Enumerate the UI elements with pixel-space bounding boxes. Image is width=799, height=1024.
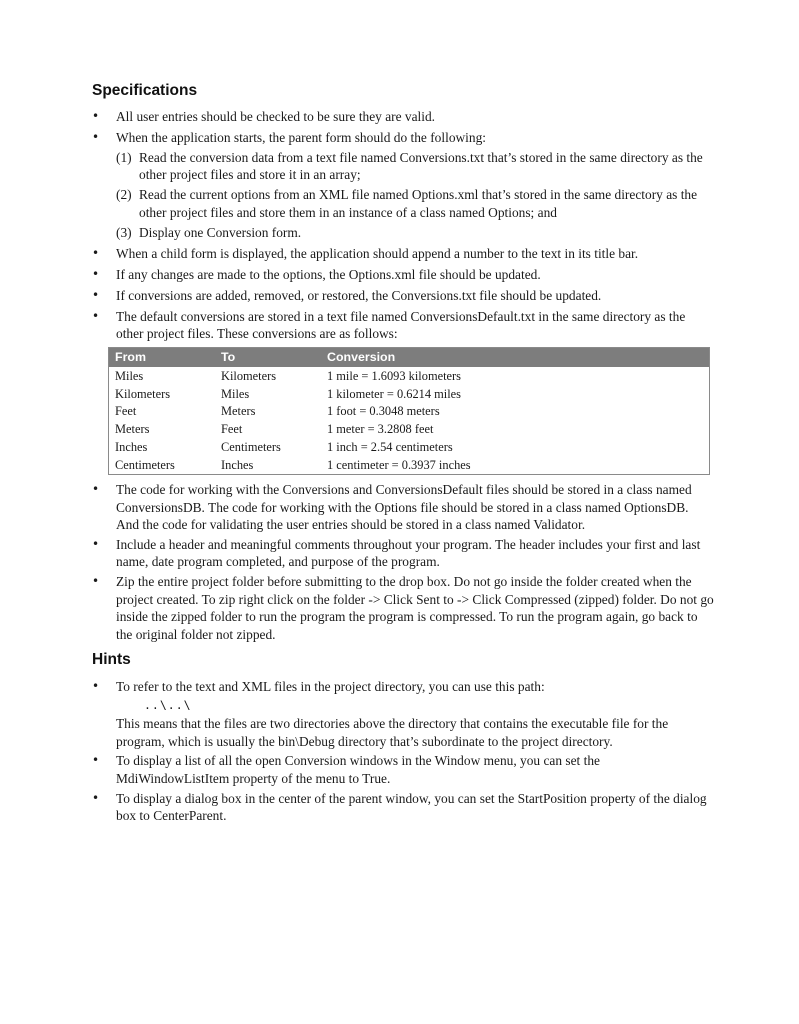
cell-from: Feet	[115, 404, 137, 419]
list-item: • All user entries should be checked to be sure they are valid.	[90, 108, 714, 126]
table-row	[109, 367, 710, 385]
cell-conversion: 1 inch = 2.54 centimeters	[327, 440, 453, 455]
list-item: • The code for working with the Conversions and ConversionsDefault files should be stored in a class named ConversionsDB. The code for working with the Options file should be stored in a class named OptionsDB. And the code for validating the user entries should be stored in a class named Validator.	[90, 481, 714, 534]
table-row	[109, 420, 710, 438]
hints-heading: Hints	[92, 651, 131, 668]
default-conversions-table	[108, 347, 710, 475]
cell-conversion: 1 kilometer = 0.6214 miles	[327, 386, 461, 401]
startup-steps-list	[116, 149, 714, 242]
cell-conversion: 1 mile = 1.6093 kilometers	[327, 368, 461, 383]
specifications-list-continued	[90, 481, 714, 645]
cell-conversion: 1 foot = 0.3048 meters	[327, 404, 440, 419]
specifications-list	[90, 108, 714, 346]
list-item-text: To refer to the text and XML files in the project directory, you can use this path:	[116, 679, 545, 694]
numbered-step	[116, 224, 714, 242]
path-code: ..\..\	[144, 697, 192, 712]
table-row	[109, 403, 710, 421]
cell-to: Meters	[221, 404, 256, 419]
cell-from: Meters	[115, 422, 150, 437]
cell-from: Centimeters	[115, 457, 175, 472]
table-row	[109, 385, 710, 403]
numbered-step	[116, 149, 714, 184]
hints-list	[90, 678, 714, 827]
list-item-text: When the application starts, the parent form should do the following:	[116, 129, 487, 145]
list-item: • If any changes are made to the options, the Options.xml file should be updated.	[90, 266, 714, 284]
column-header-conversion: Conversion	[321, 348, 710, 368]
step-number: (1)	[116, 149, 132, 165]
table-header-row	[109, 348, 710, 368]
column-header-to: To	[215, 348, 321, 368]
cell-to: Kilometers	[221, 368, 277, 383]
specifications-heading: Specifications	[92, 82, 198, 99]
step-text: Display one Conversion form.	[139, 225, 302, 241]
column-header-from: From	[109, 348, 216, 368]
cell-from: Kilometers	[115, 386, 171, 401]
list-item: • To display a dialog box in the center of the parent window, you can set the StartPosition property of the dialog box to CenterParent.	[90, 790, 714, 825]
list-item: • To display a list of all the open Conversion windows in the Window menu, you can set the MdiWindowListItem property of the menu to True.	[90, 752, 714, 787]
cell-conversion: 1 meter = 3.2808 feet	[327, 422, 434, 437]
cell-to: Centimeters	[221, 440, 281, 455]
cell-from: Inches	[115, 440, 148, 455]
list-item	[90, 129, 714, 242]
step-text: Read the conversion data from a text file named Conversions.txt that’s stored in the same directory as the other project files and store it in an array;	[139, 149, 703, 183]
cell-from: Miles	[115, 368, 144, 383]
list-item: • When a child form is displayed, the application should append a number to the text in its title bar.	[90, 245, 714, 263]
cell-conversion: 1 centimeter = 0.3937 inches	[327, 457, 471, 472]
step-text: Read the current options from an XML file named Options.xml that’s stored in the same directory as the other project files and store them in an instance of a class named Options; and	[139, 187, 698, 221]
numbered-step	[116, 186, 714, 221]
list-item-text-continued: This means that the files are two directories above the directory that contains the executable file for the program, which is usually the bin\Debug directory that’s subordinate to the project directory.	[116, 716, 669, 749]
step-number: (2)	[116, 187, 132, 203]
list-item: • Zip the entire project folder before submitting to the drop box. Do not go inside the folder created when the project created. To zip right click on the folder -> Click Sent to -> Click Compressed (zipped) folder. Do not go inside the zipped folder to run the program the program is compressed. To run the program again, go back to the original folder not zipped.	[90, 573, 714, 643]
table-row	[109, 456, 710, 474]
list-item	[90, 678, 714, 750]
step-number: (3)	[116, 225, 132, 241]
list-item: • Include a header and meaningful comments throughout your program. The header includes your first and last name, date program completed, and purpose of the program.	[90, 536, 714, 571]
cell-to: Feet	[221, 422, 243, 437]
cell-to: Inches	[221, 457, 254, 472]
cell-to: Miles	[221, 386, 250, 401]
list-item: • The default conversions are stored in a text file named ConversionsDefault.txt in the same directory as the other project files. These conversions are as follows:	[90, 308, 714, 343]
list-item: • If conversions are added, removed, or restored, the Conversions.txt file should be updated.	[90, 287, 714, 305]
table-row	[109, 438, 710, 456]
